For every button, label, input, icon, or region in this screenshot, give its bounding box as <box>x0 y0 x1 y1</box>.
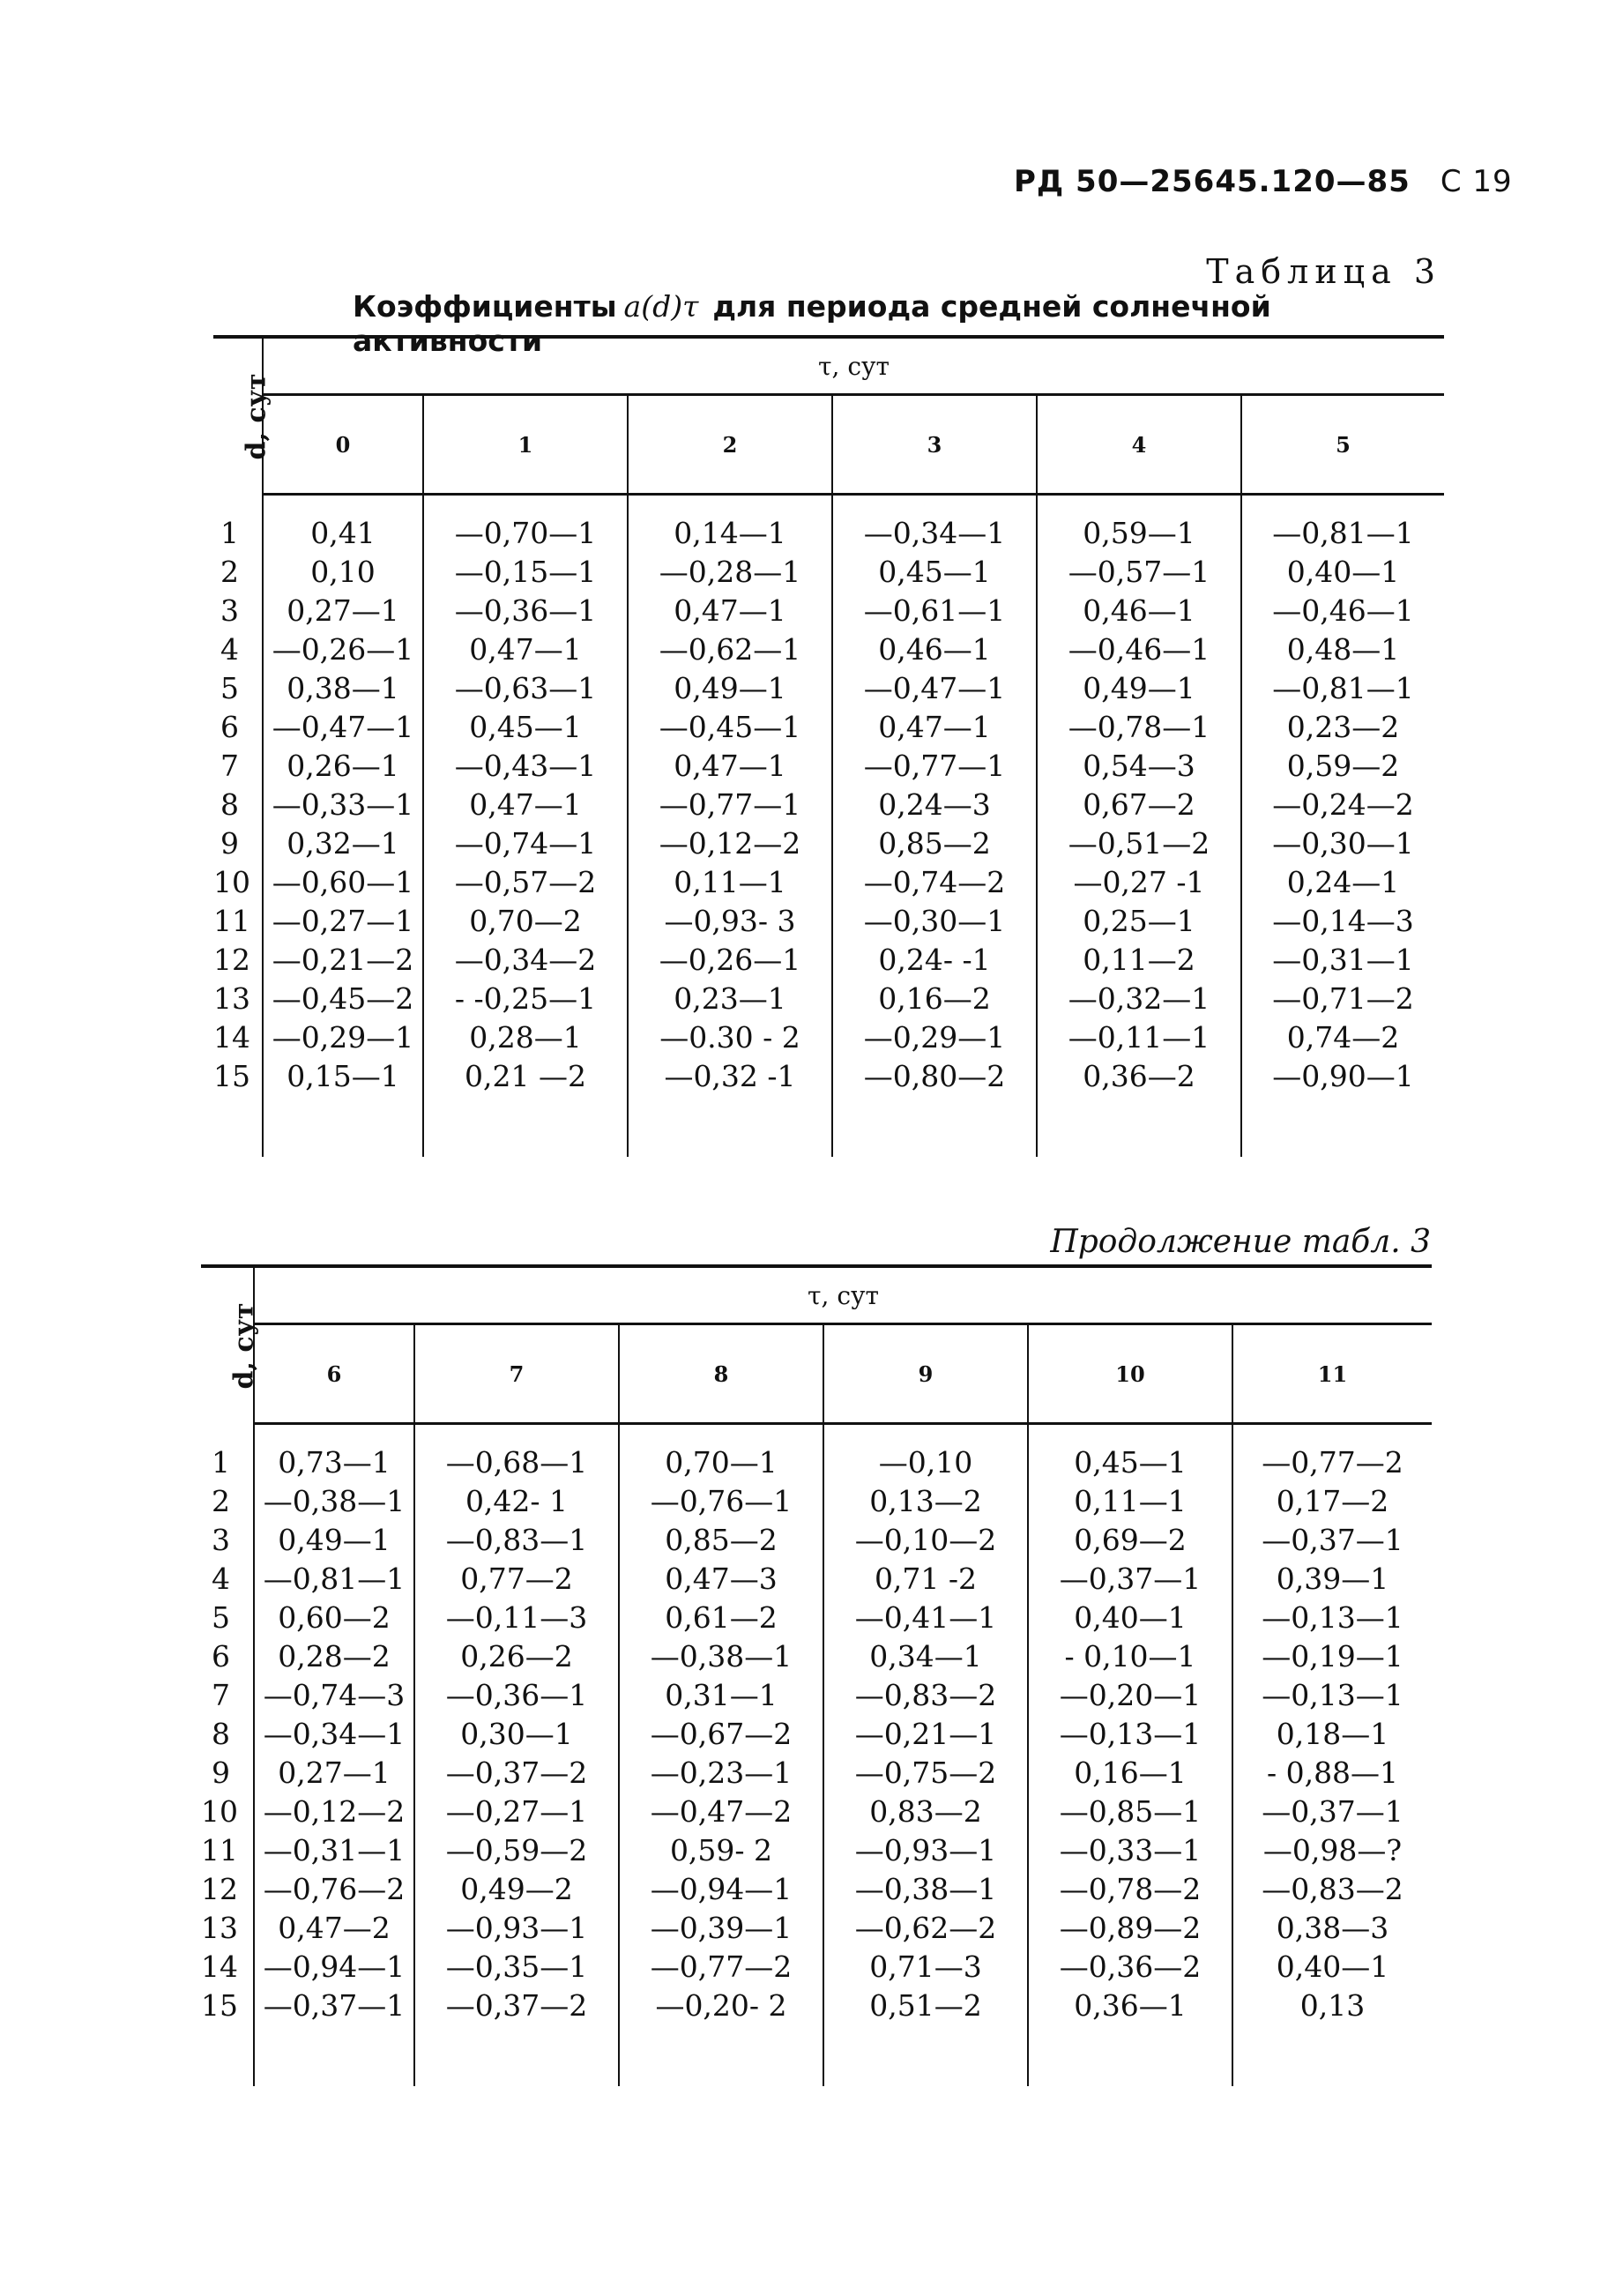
table-cell: 0,47—2 <box>254 1908 414 1947</box>
table-row <box>201 1636 1432 1675</box>
table-cell: —0,14—3 <box>1272 903 1414 938</box>
table-cell: —0,24—2 <box>1272 786 1414 822</box>
table-row <box>213 901 1444 940</box>
document-code: РД 50—25645.120—85 <box>1014 164 1411 199</box>
table-cell: —0,27 -1 <box>1037 862 1241 901</box>
table-cell: —0,81—1 <box>1272 670 1414 705</box>
table-cell: —0,62—2 <box>823 1908 1028 1947</box>
table-cell: 0,40—1 <box>1028 1598 1232 1636</box>
table-row <box>201 1753 1432 1792</box>
table-cell: —0,90—1 <box>1272 1058 1414 1093</box>
table-cell: —0,78—2 <box>1028 1869 1232 1908</box>
table-cell: —0,30—1 <box>1272 825 1414 861</box>
table-cell: 0,16—1 <box>1028 1753 1232 1792</box>
table-cell: —0,60—1 <box>263 862 423 901</box>
table-cell: —0,59—2 <box>414 1830 619 1869</box>
tau-header: τ, сут <box>263 337 1444 395</box>
table-cell: 0,51—2 <box>823 1986 1028 2024</box>
column-header: 11 <box>1232 1324 1432 1424</box>
table-cell: 0,26—2 <box>414 1636 619 1675</box>
table-row <box>213 707 1444 746</box>
table-cell: 0,23—1 <box>628 979 832 1018</box>
table-cell: —0,20- 2 <box>619 1986 823 2024</box>
table-cell: —0,61—1 <box>832 591 1037 630</box>
row-label-d: 3 <box>201 1520 254 1559</box>
table-cell: —0,11—3 <box>414 1598 619 1636</box>
table-cell: —0,39—1 <box>619 1908 823 1947</box>
table-cell: —0,31—1 <box>254 1830 414 1869</box>
d-column-header: d, сут <box>201 1266 254 1424</box>
table-row <box>213 1018 1444 1056</box>
row-label-d: 7 <box>213 746 263 785</box>
table-row <box>201 1869 1432 1908</box>
table-cell: —0,76—2 <box>254 1869 414 1908</box>
table-cell: 0,34—1 <box>823 1636 1028 1675</box>
table-cell: 0,59- 2 <box>619 1830 823 1869</box>
row-label-d: 14 <box>213 1018 263 1056</box>
table-cell: 0,49—1 <box>628 668 832 707</box>
table-cell: —0,93—1 <box>823 1830 1028 1869</box>
table-cell: —0,33—1 <box>263 785 423 824</box>
table-cell: 0,31—1 <box>619 1675 823 1714</box>
table-row <box>213 630 1444 668</box>
row-label-d: 13 <box>201 1908 254 1947</box>
table-cell: —0,94—1 <box>254 1947 414 1986</box>
table-cell: —0,37—1 <box>1262 1522 1403 1557</box>
table-cell: 0,61—2 <box>619 1598 823 1636</box>
row-label-d: 3 <box>213 591 263 630</box>
table-cell: —0,10—2 <box>823 1520 1028 1559</box>
table-cell: —0,93—1 <box>414 1908 619 1947</box>
table-cell: 0,36—2 <box>1037 1056 1241 1095</box>
table-cell: 0,47—1 <box>628 746 832 785</box>
table-cell: —0,37—1 <box>254 1986 414 2024</box>
table-cell: —0,13—1 <box>1262 1677 1403 1712</box>
table-cell: 0,10 <box>263 552 423 591</box>
table-cell: 0,11—2 <box>1037 940 1241 979</box>
table-cell: 0,85—2 <box>619 1520 823 1559</box>
table-cell: 0,16—2 <box>832 979 1037 1018</box>
table-cell: —0,33—1 <box>1028 1830 1232 1869</box>
table-title-prefix: Коэффициенты <box>353 289 617 324</box>
table-cell: 0,18—1 <box>1276 1716 1389 1751</box>
table-cell: 0,67—2 <box>1037 785 1241 824</box>
table-cell: 0,46—1 <box>1037 591 1241 630</box>
column-header: 3 <box>832 395 1037 495</box>
table-row <box>201 1442 1432 1481</box>
table-cell: 0,24- -1 <box>832 940 1037 979</box>
column-header: 1 <box>423 395 628 495</box>
table-cell: 0,77—2 <box>414 1559 619 1598</box>
table-row <box>213 824 1444 862</box>
table-row <box>201 1986 1432 2024</box>
table-cell: —0,76—1 <box>619 1481 823 1520</box>
table-cell: —0,11—1 <box>1037 1018 1241 1056</box>
table-row <box>201 1792 1432 1830</box>
table-cell: 0,27—1 <box>254 1753 414 1792</box>
column-header: 6 <box>254 1324 414 1424</box>
table-cell: 0,32—1 <box>263 824 423 862</box>
table-cell: —0,21—1 <box>823 1714 1028 1753</box>
table-cell: —0,94—1 <box>619 1869 823 1908</box>
table-cell: 0,48—1 <box>1286 631 1400 667</box>
table-cell: —0,47—2 <box>619 1792 823 1830</box>
table-row <box>201 1830 1432 1869</box>
table-row <box>201 1520 1432 1559</box>
table-cell: —0,12—2 <box>628 824 832 862</box>
table-cell: 0,71—3 <box>823 1947 1028 1986</box>
table-cell: 0,45—1 <box>832 552 1037 591</box>
row-label-d: 9 <box>201 1753 254 1792</box>
table-row <box>213 552 1444 591</box>
column-header: 7 <box>414 1324 619 1424</box>
table-cell: - 0,10—1 <box>1028 1636 1232 1675</box>
table-cell: —0,62—1 <box>628 630 832 668</box>
table-cell: —0,71—2 <box>1272 980 1414 1016</box>
table-cell: 0,85—2 <box>832 824 1037 862</box>
table-cell: 0,49—1 <box>1037 668 1241 707</box>
table-row <box>213 1056 1444 1095</box>
table-cell: 0,28—2 <box>254 1636 414 1675</box>
table-cell: 0,28—1 <box>423 1018 628 1056</box>
table-row <box>201 1908 1432 1947</box>
column-header: 2 <box>628 395 832 495</box>
table-cell: 0,17—2 <box>1276 1483 1389 1518</box>
table-cell: —0,38—1 <box>619 1636 823 1675</box>
table-cell: —0,81—1 <box>1272 515 1414 550</box>
table-cell: 0,41 <box>263 513 423 552</box>
table-cell: —0,26—1 <box>628 940 832 979</box>
table-cell: —0,10 <box>823 1442 1028 1481</box>
table-cell: —0,57—1 <box>1037 552 1241 591</box>
table-cell: —0,63—1 <box>423 668 628 707</box>
table-cell: —0,15—1 <box>423 552 628 591</box>
table-row <box>213 668 1444 707</box>
table-cell: —0,75—2 <box>823 1753 1028 1792</box>
table-cell: 0,47—1 <box>423 785 628 824</box>
row-label-d: 6 <box>213 707 263 746</box>
table-row <box>213 513 1444 552</box>
table-row <box>213 746 1444 785</box>
table-cell: —0,47—1 <box>263 707 423 746</box>
row-label-d: 2 <box>201 1481 254 1520</box>
table-cell: —0,38—1 <box>254 1481 414 1520</box>
table-cell: —0,57—2 <box>423 862 628 901</box>
table-row <box>213 591 1444 630</box>
column-header: 0 <box>263 395 423 495</box>
table-cell: 0,36—1 <box>1028 1986 1232 2024</box>
table-row <box>213 785 1444 824</box>
table-cell: 0,71 -2 <box>823 1559 1028 1598</box>
table-cell: 0,15—1 <box>263 1056 423 1095</box>
table-cell: 0,26—1 <box>263 746 423 785</box>
table-cell: - -0,25—1 <box>423 979 628 1018</box>
continuation-label: Продолжение табл. 3 <box>1050 1224 1431 1260</box>
table-cell: —0,31—1 <box>1272 942 1414 977</box>
row-label-d: 8 <box>213 785 263 824</box>
table-cell: 0,45—1 <box>1028 1442 1232 1481</box>
row-label-d: 1 <box>201 1442 254 1481</box>
row-label-d: 9 <box>213 824 263 862</box>
table-cell: 0,27—1 <box>263 591 423 630</box>
table-cell: 0,49—1 <box>254 1520 414 1559</box>
table-cell: 0,13 <box>1299 1987 1366 2023</box>
table-cell: 0,47—3 <box>619 1559 823 1598</box>
table-cell: —0,85—1 <box>1028 1792 1232 1830</box>
table-cell: —0,45—2 <box>263 979 423 1018</box>
table-cell: —0,30—1 <box>832 901 1037 940</box>
row-label-d: 2 <box>213 552 263 591</box>
table-cell: 0,14—1 <box>628 513 832 552</box>
page-number: С 19 <box>1440 164 1513 199</box>
table-cell: —0,37—1 <box>1262 1793 1403 1829</box>
table-cell: 0,24—3 <box>832 785 1037 824</box>
table-row <box>201 1714 1432 1753</box>
table-label: Таблица 3 <box>1206 252 1441 291</box>
table-cell: —0,37—2 <box>414 1753 619 1792</box>
table-cell: —0,29—1 <box>832 1018 1037 1056</box>
table-row <box>201 1481 1432 1520</box>
table-cell: —0,28—1 <box>628 552 832 591</box>
table-cell: —0,43—1 <box>423 746 628 785</box>
table-cell: —0.30 - 2 <box>628 1018 832 1056</box>
table-cell: —0,35—1 <box>414 1947 619 1986</box>
row-label-d: 11 <box>201 1830 254 1869</box>
column-header-row <box>213 395 1444 495</box>
row-label-d: 12 <box>201 1869 254 1908</box>
table-cell: —0,19—1 <box>1262 1638 1403 1674</box>
row-label-d: 14 <box>201 1947 254 1986</box>
row-label-d: 15 <box>213 1056 263 1095</box>
table-cell: 0,54—3 <box>1037 746 1241 785</box>
table-cell: 0,24—1 <box>1286 864 1400 899</box>
table-cell: —0,74—1 <box>423 824 628 862</box>
table-cell: —0,27—1 <box>263 901 423 940</box>
table-cell: 0,45—1 <box>423 707 628 746</box>
table-cell: —0,81—1 <box>254 1559 414 1598</box>
table-row <box>201 1947 1432 1986</box>
table-cell: —0,74—2 <box>832 862 1037 901</box>
row-label-d: 4 <box>213 630 263 668</box>
table-cell: 0,74—2 <box>1286 1019 1400 1055</box>
table-cell: —0,27—1 <box>414 1792 619 1830</box>
table-cell: 0,30—1 <box>414 1714 619 1753</box>
table-cell: —0,46—1 <box>1037 630 1241 668</box>
table-cell: 0,23—2 <box>1286 709 1400 744</box>
table-cell: 0,25—1 <box>1037 901 1241 940</box>
row-label-d: 15 <box>201 1986 254 2024</box>
column-header: 10 <box>1028 1324 1232 1424</box>
table-row <box>201 1559 1432 1598</box>
table-cell: —0,34—1 <box>254 1714 414 1753</box>
table-cell: —0,74—3 <box>254 1675 414 1714</box>
table-row <box>213 862 1444 901</box>
table-cell: —0,36—2 <box>1028 1947 1232 1986</box>
table-cell: —0,37—2 <box>414 1986 619 2024</box>
row-label-d: 11 <box>213 901 263 940</box>
column-header: 5 <box>1241 395 1444 495</box>
column-header: 9 <box>823 1324 1028 1424</box>
table-cell: —0,21—2 <box>263 940 423 979</box>
table-cell: —0,13—1 <box>1028 1714 1232 1753</box>
table-cell: 0,13—2 <box>823 1481 1028 1520</box>
coefficients-table-continued <box>201 1264 1432 2086</box>
table-cell: —0,47—1 <box>832 668 1037 707</box>
table-cell: 0,46—1 <box>832 630 1037 668</box>
d-column-header: d, сут <box>213 337 263 495</box>
table-title-formula: a(d)τ <box>623 289 699 324</box>
row-label-d: 10 <box>201 1792 254 1830</box>
table-cell: 0,47—1 <box>832 707 1037 746</box>
table-cell: —0,34—2 <box>423 940 628 979</box>
table-cell: —0,34—1 <box>832 513 1037 552</box>
table-cell: 0,11—1 <box>628 862 832 901</box>
table-row <box>201 1675 1432 1714</box>
table-cell: 0,59—2 <box>1286 748 1400 783</box>
table-cell: —0,26—1 <box>263 630 423 668</box>
table-cell: —0,70—1 <box>423 513 628 552</box>
table-cell: —0,12—2 <box>254 1792 414 1830</box>
table-cell: —0,36—1 <box>423 591 628 630</box>
table-cell: —0,41—1 <box>823 1598 1028 1636</box>
table-cell: —0,83—2 <box>1262 1871 1403 1906</box>
table-cell: —0,98—? <box>1262 1832 1403 1867</box>
row-label-d: 13 <box>213 979 263 1018</box>
table-cell: —0,20—1 <box>1028 1675 1232 1714</box>
column-header-row <box>201 1324 1432 1424</box>
row-label-d: 6 <box>201 1636 254 1675</box>
table-cell: 0,21 —2 <box>423 1056 628 1095</box>
table-cell: —0,83—1 <box>414 1520 619 1559</box>
table-row <box>213 940 1444 979</box>
table-cell: —0,77—1 <box>832 746 1037 785</box>
table-cell: —0,32 -1 <box>628 1056 832 1095</box>
tau-header: τ, сут <box>254 1266 1432 1324</box>
table-cell: 0,47—1 <box>628 591 832 630</box>
table-cell: —0,13—1 <box>1262 1599 1403 1635</box>
table-cell: 0,60—2 <box>254 1598 414 1636</box>
table-cell: —0,93- 3 <box>628 901 832 940</box>
table-cell: 0,11—1 <box>1028 1481 1232 1520</box>
table-cell: —0,45—1 <box>628 707 832 746</box>
row-label-d: 4 <box>201 1559 254 1598</box>
table-cell: 0,69—2 <box>1028 1520 1232 1559</box>
table-cell: 0,40—1 <box>1286 554 1400 589</box>
table-cell: 0,40—1 <box>1276 1949 1389 1984</box>
row-label-d: 1 <box>213 513 263 552</box>
table-cell: —0,83—2 <box>823 1675 1028 1714</box>
row-label-d: 10 <box>213 862 263 901</box>
table-cell: —0,67—2 <box>619 1714 823 1753</box>
table-cell: 0,70—2 <box>423 901 628 940</box>
column-header: 8 <box>619 1324 823 1424</box>
table-cell: —0,68—1 <box>414 1442 619 1481</box>
row-label-d: 5 <box>201 1598 254 1636</box>
table-cell: —0,29—1 <box>263 1018 423 1056</box>
table-cell: 0,38—3 <box>1276 1910 1389 1945</box>
table-row <box>201 1598 1432 1636</box>
table-cell: —0,32—1 <box>1037 979 1241 1018</box>
table-cell: 0,42- 1 <box>414 1481 619 1520</box>
table-cell: —0,46—1 <box>1272 593 1414 628</box>
table-row <box>213 979 1444 1018</box>
coefficients-table <box>213 335 1444 1157</box>
table-cell: —0,36—1 <box>414 1675 619 1714</box>
table-cell: —0,80—2 <box>832 1056 1037 1095</box>
table-cell: —0,37—1 <box>1028 1559 1232 1598</box>
table-title-suffix: для периода средней солнечной активности <box>353 289 1271 358</box>
table-cell: 0,47—1 <box>423 630 628 668</box>
table-cell: —0,38—1 <box>823 1869 1028 1908</box>
table-cell: 0,39—1 <box>1276 1561 1389 1596</box>
table-cell: —0,77—2 <box>619 1947 823 1986</box>
table-cell: —0,78—1 <box>1037 707 1241 746</box>
table-cell: - 0,88—1 <box>1266 1755 1399 1790</box>
row-label-d: 5 <box>213 668 263 707</box>
table-cell: 0,83—2 <box>823 1792 1028 1830</box>
document-header <box>1014 164 1513 199</box>
table-cell: —0,51—2 <box>1037 824 1241 862</box>
row-label-d: 8 <box>201 1714 254 1753</box>
table-cell: —0,77—2 <box>1262 1444 1403 1480</box>
table-cell: —0,89—2 <box>1028 1908 1232 1947</box>
table-cell: —0,77—1 <box>628 785 832 824</box>
table-cell: 0,73—1 <box>254 1442 414 1481</box>
table-cell: 0,38—1 <box>263 668 423 707</box>
table-cell: —0,23—1 <box>619 1753 823 1792</box>
row-label-d: 12 <box>213 940 263 979</box>
row-label-d: 7 <box>201 1675 254 1714</box>
table-cell: 0,70—1 <box>619 1442 823 1481</box>
table-cell: 0,49—2 <box>414 1869 619 1908</box>
table-cell: 0,59—1 <box>1037 513 1241 552</box>
column-header: 4 <box>1037 395 1241 495</box>
